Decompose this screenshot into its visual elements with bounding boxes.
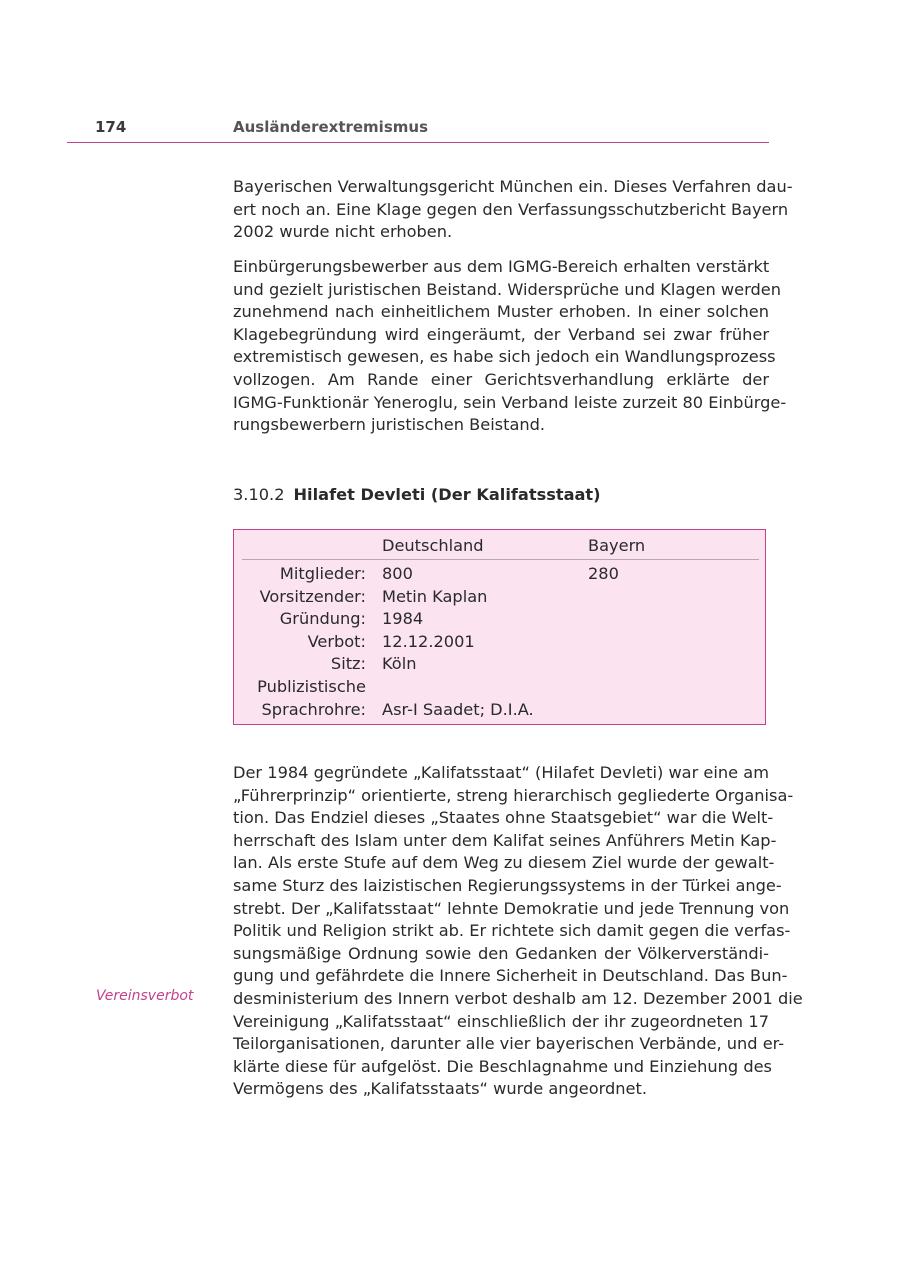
text-line: Der 1984 gegründete „Kalifatsstaat“ (Hilafet Devleti) war eine am [233, 763, 769, 782]
text-line: lan. Als erste Stufe auf dem Weg zu diesem Ziel wurde der gewalt- [233, 853, 775, 873]
fact-box [233, 529, 766, 725]
text-line: desministerium des Innern verbot deshalb am 12. Dezember 2001 die [233, 988, 803, 1008]
running-header [67, 114, 769, 143]
text-line: sungsmäßige Ordnung sowie den Gedanken der Völkerverständi- [233, 943, 769, 963]
label-sitz: Sitz: [330, 654, 366, 674]
column-header-deutschland: Deutschland [382, 536, 484, 555]
text-line: tion. Das Endziel dieses „Staates ohne Staatsgebiet“ war die Welt- [233, 808, 774, 828]
value-sprachrohre: Asr-I Saadet; D.I.A. [382, 699, 534, 719]
value-vorsitzender: Metin Kaplan [382, 586, 488, 606]
section-number: 3.10.2 [233, 485, 285, 504]
value-verbot: 12.12.2001 [382, 631, 475, 651]
text-line: IGMG-Funktionär Yeneroglu, sein Verband leiste zurzeit 80 Einbürge- [233, 392, 787, 412]
value-gruendung: 1984 [382, 609, 424, 629]
label-vorsitzender: Vorsitzender: [259, 586, 366, 606]
text-line: gung und gefährdete die Innere Sicherheit in Deutschland. Das Bun- [233, 966, 788, 986]
value-mitglieder-deutschland: 800 [382, 564, 413, 583]
value-sitz: Köln [382, 654, 417, 674]
label-verbot: Verbot: [307, 631, 366, 651]
running-title: Ausländerextremismus [233, 118, 428, 136]
label-publizistische: Publizistische [257, 677, 366, 696]
text-line: rungsbewerbern juristischen Beistand. [233, 415, 546, 435]
text-line: Teilorganisationen, darunter alle vier bayerischen Verbände, und er- [233, 1034, 785, 1054]
text-line: klärte diese für aufgelöst. Die Beschlagnahme und Einziehung des [233, 1056, 772, 1076]
text-line: und gezielt juristischen Beistand. Widersprüche und Klagen werden [233, 279, 781, 299]
text-line: Klagebegründung wird eingeräumt, der Verband sei zwar früher [233, 324, 769, 344]
text-line: „Führerprinzip“ orientierte, streng hierarchisch gegliederte Organisa- [233, 785, 794, 805]
label-mitglieder: Mitglieder: [279, 564, 366, 583]
margin-note: Vereinsverbot [96, 988, 194, 1004]
text-line: ert noch an. Eine Klage gegen den Verfassungsschutzbericht Bayern [233, 199, 789, 219]
text-line: Vermögens des „Kalifatsstaats“ wurde angeordnet. [233, 1079, 648, 1099]
page-number: 174 [95, 118, 127, 136]
paragraph-kalifatsstaat [233, 762, 803, 1101]
text-line: extremistisch gewesen, es habe sich jedoch ein Wandlungsprozess [233, 347, 776, 367]
text-line: vollzogen. Am Rande einer Gerichtsverhandlung erklärte der [233, 369, 769, 389]
text-line: strebt. Der „Kalifatsstaat“ lehnte Demokratie und jede Trennung von [233, 898, 790, 918]
text-line: Einbürgerungsbewerber aus dem IGMG-Bereich erhalten verstärkt [233, 257, 770, 276]
label-gruendung: Gründung: [279, 609, 366, 629]
text-line: Bayerischen Verwaltungsgericht München ein. Dieses Verfahren dau- [233, 177, 793, 196]
paragraph-verwaltungsgericht [233, 176, 793, 244]
label-sprachrohre: Sprachrohre: [261, 699, 366, 719]
section-title: Hilafet Devleti (Der Kalifatsstaat) [293, 485, 601, 504]
text-line: Politik und Religion strikt ab. Er richtete sich damit gegen die verfas- [233, 921, 791, 941]
text-line: same Sturz des laizistischen Regierungssystems in der Türkei ange- [233, 875, 782, 895]
fact-box-divider [242, 559, 759, 560]
paragraph-einbuergerung [233, 256, 787, 437]
column-header-bayern: Bayern [588, 536, 646, 555]
value-mitglieder-bayern: 280 [588, 564, 619, 583]
text-line: Vereinigung „Kalifatsstaat“ einschließlich der ihr zugeordneten 17 [233, 1011, 769, 1031]
text-line: zunehmend nach einheitlichem Muster erhoben. In einer solchen [233, 302, 769, 322]
text-line: 2002 wurde nicht erhoben. [233, 222, 453, 242]
section-heading [233, 485, 601, 504]
text-line: herrschaft des Islam unter dem Kalifat seines Anführers Metin Kap- [233, 830, 777, 850]
